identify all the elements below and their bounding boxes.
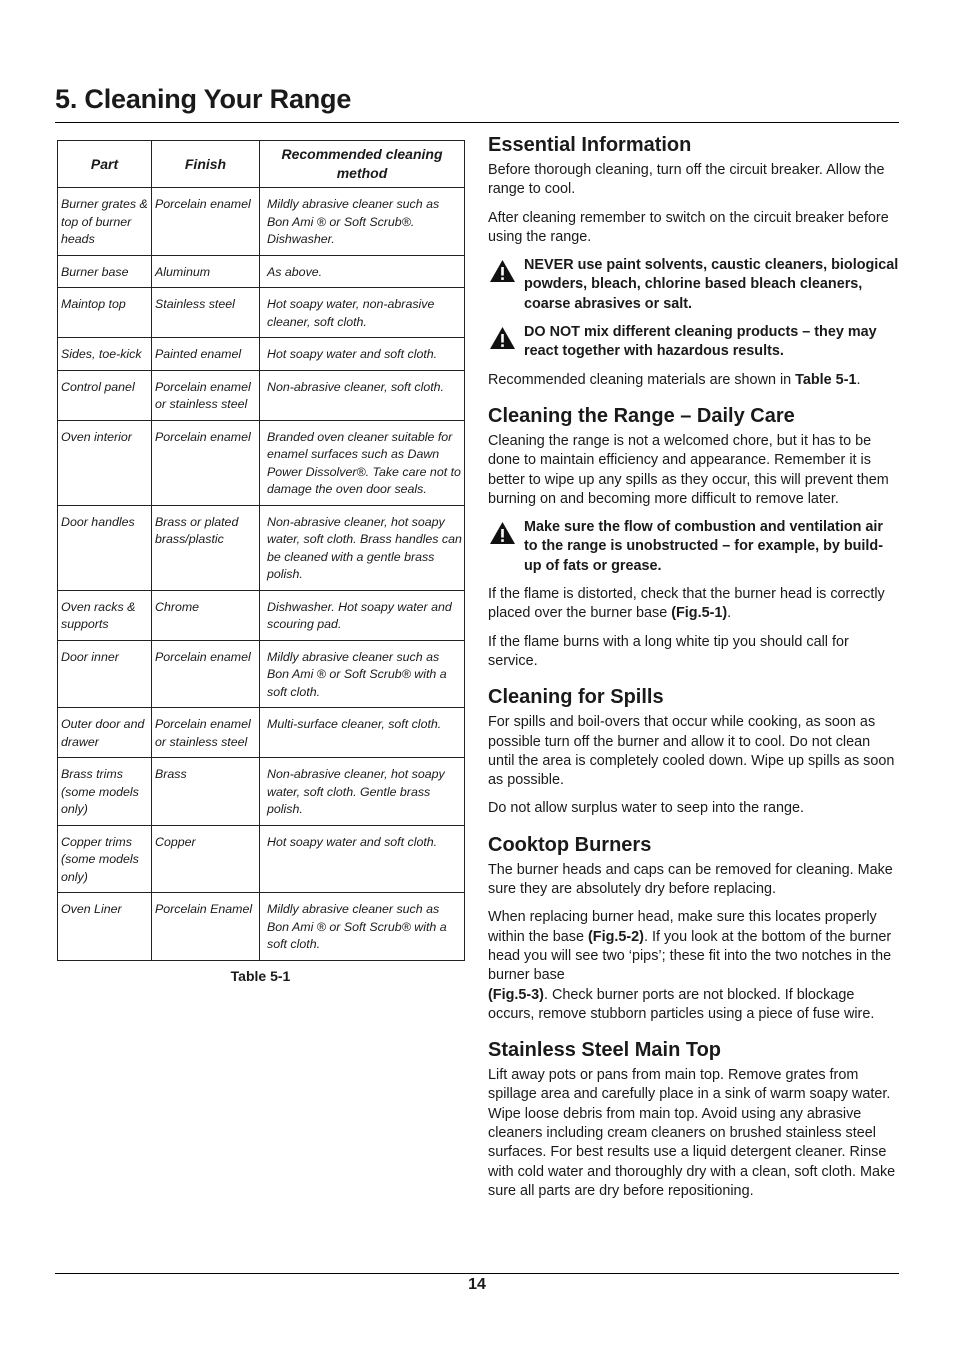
text-run: . If you look at the bottom of the burner head you will see two ‘pips’; these fit into the two notches in the burner base xyxy=(488,928,892,984)
figure-reference: (Fig.5-2) xyxy=(588,928,644,945)
page-title: 5. Cleaning Your Range xyxy=(55,84,352,114)
cell-method: Branded oven cleaner suitable for enamel surfaces such as Dawn Power Dissolver®. Take care not to damage the oven door seals. xyxy=(260,420,465,505)
cell-finish: Painted enamel xyxy=(152,338,260,371)
paragraph: After cleaning remember to switch on the circuit breaker before using the range. xyxy=(488,209,889,245)
header-finish: Finish xyxy=(152,141,260,188)
burners-section xyxy=(488,832,900,1024)
paragraph xyxy=(488,585,900,624)
cell-method: Non-abrasive cleaner, soft cloth. xyxy=(260,370,465,420)
essential-section xyxy=(488,132,900,390)
table-reference: Table 5-1 xyxy=(795,371,857,388)
paragraph: Do not allow surplus water to seep into the range. xyxy=(488,800,804,817)
warning-text: Make sure the flow of combustion and ventilation air to the range is unobstructed – for example, by build-up of fats or grease. xyxy=(524,519,884,574)
paragraph: Lift away pots or pans from main top. Remove grates from spillage area and carefully place in a sink of warm soapy water. Wipe loose debris from main top. Avoid using any abrasive cleaners including cream cleaners on brushed stainless steel surfaces. For best results use a liquid detergent cleaner. Rinse with cold water and thoroughly dry with a clean, soft cloth. Make sure all parts are dry before repositioning. xyxy=(488,1067,896,1199)
table-row xyxy=(58,758,465,826)
cell-method: Dishwasher. Hot soapy water and scouring pad. xyxy=(260,590,465,640)
cell-part: Outer door and drawer xyxy=(58,708,152,758)
header-method: Recommended cleaning method xyxy=(260,141,465,188)
table-row xyxy=(58,893,465,961)
text-run: . Check burner ports are not blocked. If blockage occurs, remove stubborn particles using a piece of fuse wire. xyxy=(488,986,875,1022)
cell-part: Oven Liner xyxy=(58,893,152,961)
table-row xyxy=(58,590,465,640)
section-heading-daily-care: Cleaning the Range – Daily Care xyxy=(488,404,795,427)
paragraph xyxy=(488,371,900,390)
text-run: When replacing burner head, make sure this locates properly within the base xyxy=(488,909,877,945)
warning-note xyxy=(488,256,900,314)
table-row xyxy=(58,640,465,708)
cell-part: Maintop top xyxy=(58,288,152,338)
text-run: . xyxy=(856,371,861,388)
cell-part: Door handles xyxy=(58,505,152,590)
cell-finish: Porcelain Enamel xyxy=(152,893,260,961)
section-heading-burners: Cooktop Burners xyxy=(488,833,652,856)
warning-triangle-icon xyxy=(489,521,516,545)
cell-finish: Porcelain enamel xyxy=(152,640,260,708)
cleaning-table xyxy=(57,140,465,961)
cell-method: Hot soapy water and soft cloth. xyxy=(260,338,465,371)
cell-finish: Copper xyxy=(152,825,260,893)
table-header-row xyxy=(58,141,465,188)
paragraph: Cleaning the range is not a welcomed chore, but it has to be done to maintain efficiency and appearance. Remember it is better to wipe up any spills as they occur, this will prevent them burning on and becoming more difficult to remove later. xyxy=(488,432,889,507)
table-row xyxy=(58,825,465,893)
section-heading-stainless: Stainless Steel Main Top xyxy=(488,1039,722,1062)
cell-method: Mildly abrasive cleaner such as Bon Ami ® or Soft Scrub®. Dishwasher. xyxy=(260,188,465,256)
warning-note xyxy=(488,518,900,576)
cell-method: Multi-surface cleaner, soft cloth. xyxy=(260,708,465,758)
text-run: . xyxy=(727,605,732,622)
paragraph: If the flame burns with a long white tip you should call for service. xyxy=(488,633,849,669)
cell-finish: Porcelain enamel xyxy=(152,188,260,256)
table-row xyxy=(58,288,465,338)
table-body xyxy=(58,188,465,961)
paragraph xyxy=(488,908,900,1024)
text-run: Recommended cleaning materials are shown in xyxy=(488,371,796,388)
cell-finish: Porcelain enamel or stainless steel xyxy=(152,708,260,758)
cell-part: Brass trims (some models only) xyxy=(58,758,152,826)
cell-method: Hot soapy water and soft cloth. xyxy=(260,825,465,893)
cell-finish: Brass xyxy=(152,758,260,826)
warning-note xyxy=(488,323,900,362)
table-caption: Table 5-1 xyxy=(230,967,291,984)
warning-triangle-icon xyxy=(489,259,516,283)
footer-divider xyxy=(55,1273,899,1274)
table-row xyxy=(58,505,465,590)
text-run: If the flame is distorted, check that the burner head is correctly placed over the burner base xyxy=(488,586,885,622)
table-row xyxy=(58,370,465,420)
cell-part: Oven racks & supports xyxy=(58,590,152,640)
paragraph: Before thorough cleaning, turn off the circuit breaker. Allow the range to cool. xyxy=(488,162,885,198)
figure-reference: (Fig.5-1) xyxy=(671,605,728,622)
stainless-section xyxy=(488,1037,900,1201)
header-part: Part xyxy=(58,141,152,188)
warning-text: DO NOT mix different cleaning products – they may react together with hazardous results. xyxy=(524,324,877,360)
cell-part: Oven interior xyxy=(58,420,152,505)
table-row xyxy=(58,420,465,505)
cell-finish: Porcelain enamel or stainless steel xyxy=(152,370,260,420)
page-number: 14 xyxy=(468,1276,486,1293)
cell-part: Sides, toe-kick xyxy=(58,338,152,371)
right-column xyxy=(488,132,900,1210)
cell-part: Control panel xyxy=(58,370,152,420)
cell-part: Copper trims (some models only) xyxy=(58,825,152,893)
cell-finish: Porcelain enamel xyxy=(152,420,260,505)
paragraph: For spills and boil-overs that occur while cooking, as soon as possible turn off the burner and allow it to cool. Do not clean until the area is completely cooled down. Wipe up spills as soon as possible. xyxy=(488,714,895,789)
table-row xyxy=(58,188,465,256)
section-heading-spills: Cleaning for Spills xyxy=(488,686,664,709)
daily-care-section xyxy=(488,403,900,671)
cell-method: Mildly abrasive cleaner such as Bon Ami ® or Soft Scrub® with a soft cloth. xyxy=(260,893,465,961)
cell-part: Burner base xyxy=(58,255,152,288)
cleaning-table-section xyxy=(57,140,464,984)
section-heading-essential: Essential Information xyxy=(488,134,692,156)
table-row xyxy=(58,338,465,371)
cell-method: Hot soapy water, non-abrasive cleaner, soft cloth. xyxy=(260,288,465,338)
cell-method: Non-abrasive cleaner, hot soapy water, soft cloth. Brass handles can be cleaned with a gentle brass polish. xyxy=(260,505,465,590)
cell-part: Burner grates & top of burner heads xyxy=(58,188,152,256)
table-row xyxy=(58,255,465,288)
paragraph: The burner heads and caps can be removed for cleaning. Make sure they are absolutely dry before replacing. xyxy=(488,861,893,898)
cell-finish: Brass or plated brass/plastic xyxy=(152,505,260,590)
figure-reference: (Fig.5-3) xyxy=(488,986,544,1003)
title-divider xyxy=(55,122,899,123)
warning-text: NEVER use paint solvents, caustic cleaners, biological powders, bleach, chlorine based bleach cleaners, coarse abrasives or salt. xyxy=(524,257,899,312)
cell-finish: Chrome xyxy=(152,590,260,640)
cell-method: Non-abrasive cleaner, hot soapy water, soft cloth. Gentle brass polish. xyxy=(260,758,465,826)
warning-triangle-icon xyxy=(489,326,516,350)
cell-method: Mildly abrasive cleaner such as Bon Ami ® or Soft Scrub® with a soft cloth. xyxy=(260,640,465,708)
table-row xyxy=(58,708,465,758)
cell-method: As above. xyxy=(260,255,465,288)
spills-section xyxy=(488,684,900,818)
cell-finish: Aluminum xyxy=(152,255,260,288)
cell-part: Door inner xyxy=(58,640,152,708)
cell-finish: Stainless steel xyxy=(152,288,260,338)
